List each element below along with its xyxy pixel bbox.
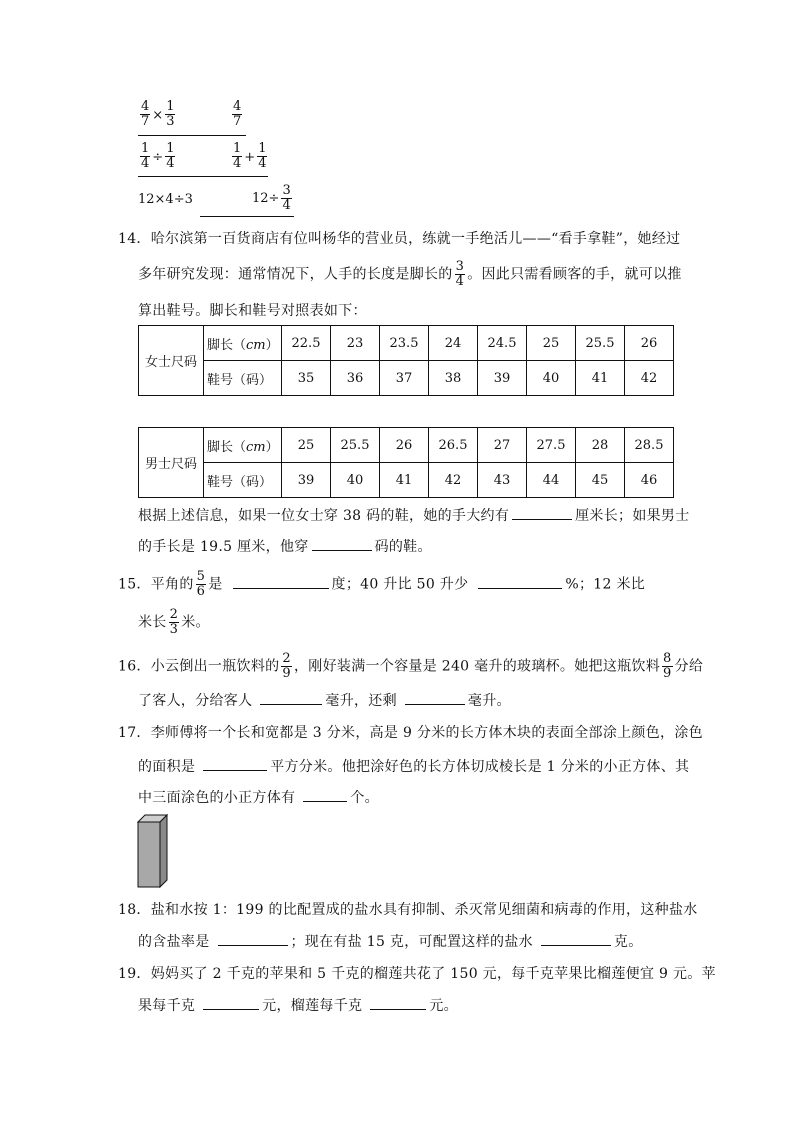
q19-line1: 19．妈妈买了 2 千克的苹果和 5 千克的榴莲共花了 150 元，每千克苹果比榴莲便宜 9 元。苹 — [118, 966, 716, 982]
table-cell: 44 — [527, 463, 576, 498]
fraction: $\frac{5}{6}$ — [196, 569, 206, 599]
q14-line1: 14．哈尔滨第一百货商店有位叫杨华的营业员，练就一手绝活儿——“看手拿鞋”，她经过 — [118, 231, 681, 247]
women-size-table — [138, 325, 674, 396]
table-cell: 42 — [625, 361, 674, 396]
table-cell: 24.5 — [478, 326, 527, 361]
table-cell: 39 — [478, 361, 527, 396]
q16-line2: 了客人，分给客人 毫升，还剩 毫升。 — [138, 690, 511, 711]
q15-line1: 15．平角的 $\frac{5}{6}$ 是 度；40 升比 50 升少 %；12 米比 — [118, 569, 646, 599]
q15-line2: 米长 $\frac{2}{3}$ 米。 — [138, 607, 210, 637]
table-cell: 26 — [380, 428, 429, 463]
table-cell: 35 — [282, 361, 331, 396]
q14-after2: 的手长是 19.5 厘米，他穿 码的鞋。 — [138, 536, 432, 557]
fraction: $\frac{1}{4}$ — [141, 141, 150, 171]
expr-row3-right: 12÷ $\frac{3}{4}$ — [252, 183, 291, 213]
connector-line — [200, 216, 294, 217]
fraction: $\frac{1}{4}$ — [258, 141, 267, 171]
answer-blank[interactable] — [478, 574, 562, 589]
table-cell: 37 — [380, 361, 429, 396]
men-size-table — [138, 427, 674, 498]
question-number: 16． — [118, 658, 151, 675]
table-cell: 23 — [331, 326, 380, 361]
connector-line — [138, 135, 246, 136]
q18-line1: 18．盐和水按 1：199 的比配置成的盐水具有抑制、杀灭常见细菌和病毒的作用，这种盐水 — [118, 902, 698, 918]
table-cell: 40 — [527, 361, 576, 396]
fraction: $\frac{8}{9}$ — [663, 651, 672, 681]
table-cell: 28 — [576, 428, 625, 463]
fraction: $\frac{2}{9}$ — [282, 651, 291, 681]
matching-exercise — [138, 100, 298, 220]
fraction: $\frac{3}{4}$ — [282, 183, 291, 213]
table-cell: 38 — [429, 361, 478, 396]
answer-blank[interactable] — [312, 536, 372, 551]
table-cell: 25.5 — [331, 428, 380, 463]
fraction: $\frac{1}{4}$ — [233, 141, 242, 171]
table-cell: 46 — [625, 463, 674, 498]
table-cell: 23.5 — [380, 326, 429, 361]
table-cell: 22.5 — [282, 326, 331, 361]
q14-line2: 多年研究发现：通常情况下，人手的长度是脚长的 $\frac{3}{4}$ 。因此只需看顾客的手，就可以推 — [138, 259, 682, 289]
question-number: 17． — [118, 725, 151, 741]
answer-blank[interactable] — [218, 931, 288, 946]
fraction: $\frac{4}{7}$ — [141, 99, 150, 129]
table-cell: 40 — [331, 463, 380, 498]
question-number: 18． — [118, 902, 151, 918]
q17-line3: 中三面涂色的小正方体有 个。 — [138, 787, 379, 808]
table-cell: 27 — [478, 428, 527, 463]
answer-blank[interactable] — [303, 787, 347, 802]
table-cell: 25.5 — [576, 326, 625, 361]
expr-row3-left: 12×4÷3 — [138, 192, 193, 207]
q14-after1: 根据上述信息，如果一位女士穿 38 码的鞋，她的手大约有 厘米长；如果男士 — [138, 505, 690, 526]
row-label: 鞋号（码） — [204, 361, 282, 396]
answer-blank[interactable] — [233, 574, 329, 589]
answer-blank[interactable] — [512, 505, 572, 520]
q18-line2: 的含盐率是 ；现在有盐 15 克，可配置这样的盐水 克。 — [138, 931, 643, 952]
table-cell: 41 — [576, 361, 625, 396]
table-cell: 45 — [576, 463, 625, 498]
table-cell: 43 — [478, 463, 527, 498]
table-cell: 26.5 — [429, 428, 478, 463]
row-label: 脚长（cm） — [204, 326, 282, 361]
q16-line1: 16．小云倒出一瓶饮料的 $\frac{2}{9}$ ，刚好装满一个容量是 240 毫升的玻璃杯。她把这瓶饮料 $\frac{8}{9}$ 分给 — [118, 651, 704, 681]
row-label: 鞋号（码） — [204, 463, 282, 498]
expr-row1-right — [230, 100, 244, 129]
expr-row2-left: $\frac{1}{4}$ ÷ $\frac{1}{4}$ — [141, 141, 175, 171]
table-cell: 39 — [282, 463, 331, 498]
answer-blank[interactable] — [541, 931, 611, 946]
table-cell: 42 — [429, 463, 478, 498]
table-cell: 27.5 — [527, 428, 576, 463]
table-cell: 25 — [527, 326, 576, 361]
expr-row1-left: $\frac{4}{7}$ × $\frac{1}{3}$ — [141, 99, 175, 129]
fraction: $\frac{4}{7}$ — [233, 99, 242, 129]
table-cell: 36 — [331, 361, 380, 396]
fraction: $\frac{3}{4}$ — [455, 259, 465, 289]
fraction: $\frac{1}{4}$ — [166, 141, 175, 171]
row-label: 脚长（cm） — [204, 428, 282, 463]
question-number: 15． — [118, 576, 151, 593]
table-cell: 26 — [625, 326, 674, 361]
answer-blank[interactable] — [405, 690, 465, 705]
connector-line — [138, 176, 268, 177]
expr-row2-right: $\frac{1}{4}$ + $\frac{1}{4}$ — [233, 141, 267, 171]
answer-blank[interactable] — [203, 995, 259, 1010]
table-title: 男士尺码 — [139, 428, 204, 498]
q19-line2: 果每千克 元，榴莲每千克 元。 — [138, 995, 458, 1016]
table-cell: 28.5 — [625, 428, 674, 463]
table-cell: 41 — [380, 463, 429, 498]
question-number: 14． — [118, 231, 151, 247]
answer-blank[interactable] — [260, 690, 322, 705]
table-cell: 25 — [282, 428, 331, 463]
q17-line2: 的面积是 平方分米。他把涂好色的长方体切成棱长是 1 分米的小正方体、其 — [138, 756, 689, 777]
answer-blank[interactable] — [370, 995, 426, 1010]
fraction: $\frac{1}{3}$ — [166, 99, 175, 129]
fraction: $\frac{2}{3}$ — [169, 607, 179, 637]
question-number: 19． — [118, 966, 151, 982]
table-title: 女士尺码 — [139, 326, 204, 396]
table-cell: 24 — [429, 326, 478, 361]
q17-line1: 17．李师傅将一个长和宽都是 3 分米，高是 9 分米的长方体木块的表面全部涂上颜色，涂色 — [118, 725, 703, 741]
q14-line3: 算出鞋号。脚长和鞋号对照表如下： — [138, 303, 367, 319]
answer-blank[interactable] — [203, 756, 267, 771]
cuboid-figure — [137, 814, 169, 888]
